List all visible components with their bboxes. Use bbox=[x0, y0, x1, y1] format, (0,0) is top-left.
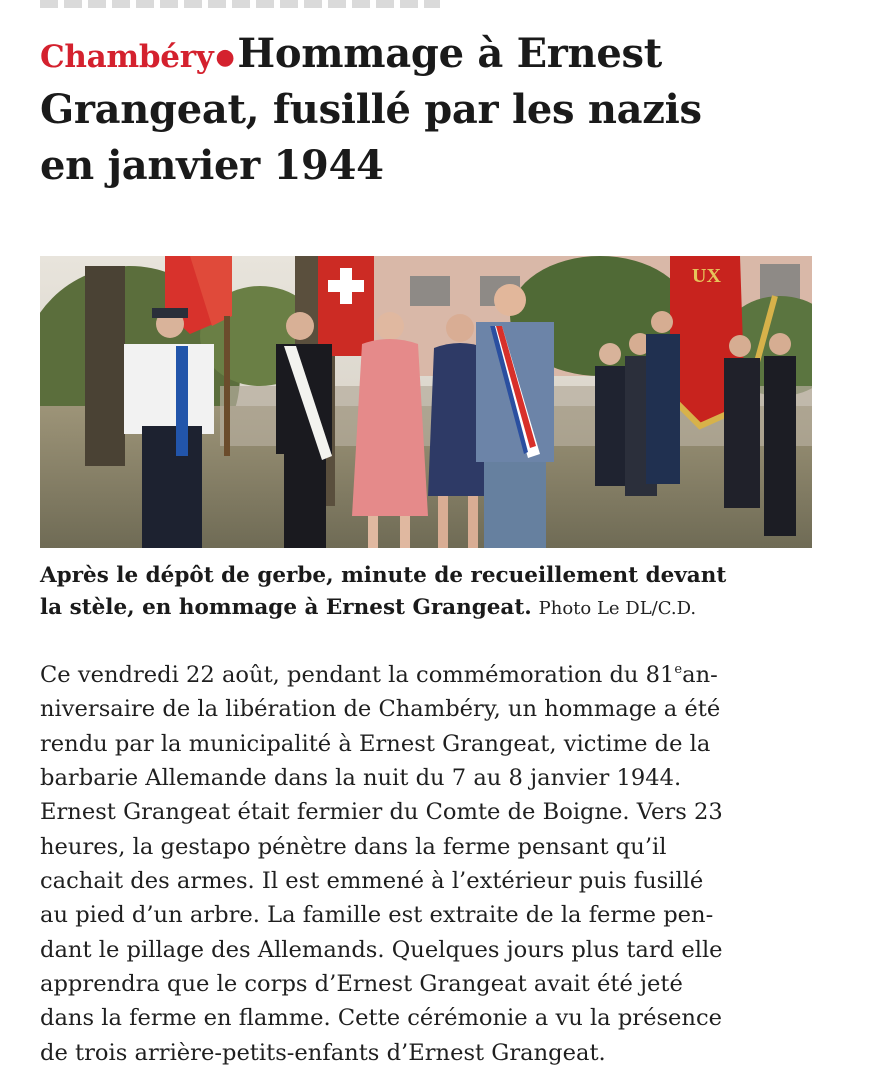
body-line: heures, la gestapo pénètre dans la ferme pensant qu’il bbox=[40, 833, 667, 860]
headline-line-3: en janvier 1944 bbox=[40, 142, 384, 189]
body-line: rendu par la municipalité à Ernest Grangeat, victime de la bbox=[40, 730, 711, 757]
body-line: dans la ferme en flamme. Cette cérémonie a vu la présence bbox=[40, 1005, 723, 1032]
article-headline bbox=[40, 26, 830, 194]
red-dot-icon: ● bbox=[215, 44, 235, 70]
body-line: barbarie Allemande dans la nuit du 7 au 8 janvier 1944. bbox=[40, 764, 682, 791]
photo-credit: Photo Le DL/C.D. bbox=[538, 598, 697, 620]
body-text-segment: Ce vendredi 22 août, pendant la commémoration du 81 bbox=[40, 662, 675, 688]
body-line bbox=[40, 658, 830, 692]
banner-text: UX bbox=[692, 265, 721, 287]
location-kicker: Chambéry bbox=[40, 39, 214, 75]
body-line: dant le pillage des Allemands. Quelques jours plus tard elle bbox=[40, 936, 723, 963]
body-line: niversaire de la libération de Chambéry, un hommage a été bbox=[40, 696, 721, 723]
body-text-segment: an- bbox=[682, 662, 718, 688]
ceremony-photo bbox=[40, 256, 812, 548]
headline-line-1: Hommage à Ernest bbox=[237, 30, 662, 77]
previous-article-fragment bbox=[40, 0, 440, 8]
photo-caption bbox=[40, 560, 830, 625]
caption-line-2: la stèle, en hommage à Ernest Grangeat. bbox=[40, 595, 532, 621]
body-line: Ernest Grangeat était fermier du Comte de Boigne. Vers 23 bbox=[40, 799, 723, 826]
body-line: cachait des armes. Il est emmené à l’extérieur puis fusillé bbox=[40, 867, 704, 894]
body-line: au pied d’un arbre. La famille est extraite de la ferme pen- bbox=[40, 902, 714, 929]
body-line: de trois arrière-petits-enfants d’Ernest Grangeat. bbox=[40, 1039, 606, 1066]
body-line: apprendra que le corps d’Ernest Grangeat avait été jeté bbox=[40, 970, 683, 997]
headline-line-2: Grangeat, fusillé par les nazis bbox=[40, 86, 702, 133]
article-body bbox=[40, 658, 830, 1070]
ordinal-superscript: e bbox=[674, 662, 683, 677]
caption-line-1: Après le dépôt de gerbe, minute de recueillement devant bbox=[40, 563, 727, 588]
